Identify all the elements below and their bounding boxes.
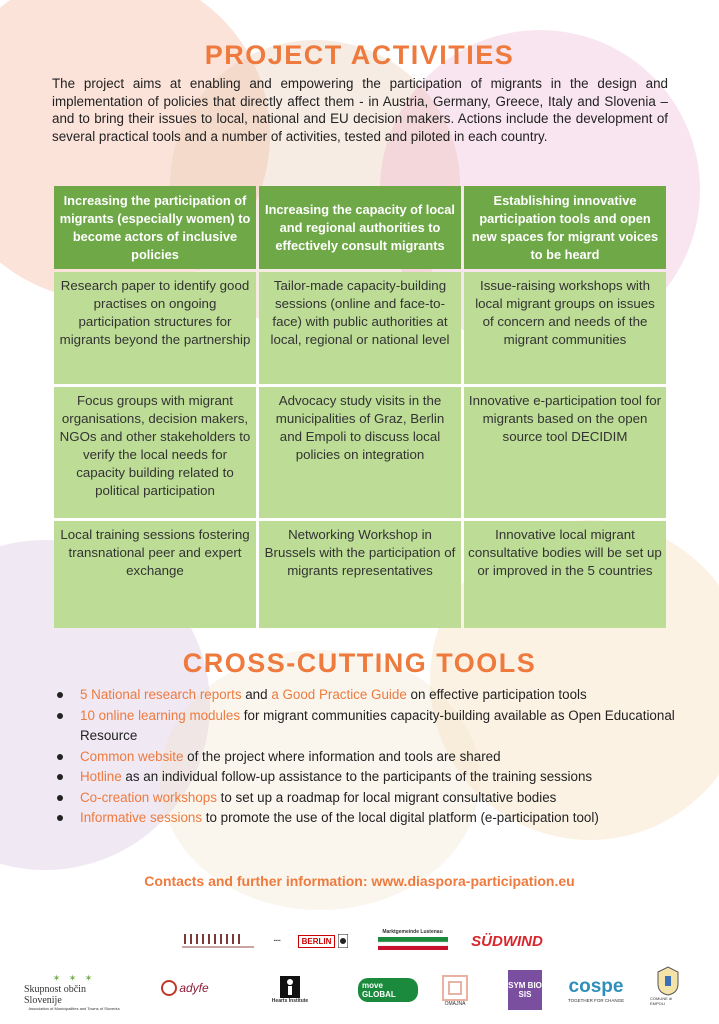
table-cell: Networking Workshop in Brussels with the participation of migrants representatives — [259, 521, 461, 628]
bullet-icon — [57, 815, 63, 821]
item-text: as an individual follow-up assistance to the participants of the training sessions — [121, 769, 593, 784]
highlight-text: 10 online learning modules — [80, 707, 241, 723]
table-cell: Innovative e-participation tool for migrants based on the open source tool DECIDIM — [464, 387, 666, 518]
logo-bars-icon — [182, 931, 254, 949]
list-item — [55, 788, 675, 809]
list-item — [55, 808, 675, 829]
partner-logo-hearts — [250, 970, 330, 1010]
list-item — [55, 706, 675, 747]
move-logo-text: move GLOBAL — [358, 978, 418, 1002]
item-text: of the project where information and tools are shared — [183, 748, 501, 764]
table-cell: Research paper to identify good practises on ongoing participation structures for migrants beyond the partnership — [54, 272, 256, 384]
partner-logo-symbiosis — [508, 970, 542, 1010]
hearts-logo-text: Hearts Institute — [271, 998, 309, 1004]
highlight-text: 5 National research reports — [80, 687, 242, 702]
partner-logo-skupnost — [24, 972, 124, 1012]
highlight-text: Co-creation workshops — [80, 789, 217, 805]
column-header: Increasing the capacity of local and regional authorities to effectively consult migrants — [259, 186, 461, 269]
adyfe-logo-text: adyfe — [179, 981, 209, 995]
table-cell: Innovative local migrant consultative bodies will be set up or improved in the 5 countries — [464, 521, 666, 628]
table-cell: Local training sessions fostering transnational peer and expert exchange — [54, 521, 256, 628]
empoli-logo-text: COMUNE di EMPOLI — [650, 996, 673, 1006]
lustenau-logo-text: Marktgemeinde Lustenau — [382, 929, 443, 935]
bullet-icon — [57, 754, 63, 760]
partner-logo-empoli — [650, 962, 686, 1010]
table-cell: Tailor-made capacity-building sessions (online and face-to-face) with public authorities at local, regional or national level — [259, 272, 461, 384]
hearts-figure-icon — [280, 976, 300, 998]
table-row — [54, 272, 666, 384]
activities-table — [51, 183, 669, 631]
cross-cutting-tools-title: CROSS-CUTTING TOOLS — [182, 648, 537, 678]
symbiosis-logo-text: SYM BIO SIS — [508, 981, 542, 999]
bullet-icon — [57, 713, 63, 719]
table-header-row — [54, 186, 666, 269]
omajna-pattern-icon — [442, 975, 468, 1001]
skupnost-logo-text: Skupnost občin Slovenije — [24, 984, 86, 1006]
cospe-logo-subtext: TOGETHER FOR CHANGE — [567, 997, 625, 1003]
column-header: Establishing innovative participation tools and open new spaces for migrant voices to be heard — [464, 186, 666, 269]
list-item — [55, 747, 675, 768]
stars-icon: ✶ ✶ ✶ — [52, 973, 96, 983]
list-item — [55, 767, 675, 788]
item-text: to promote the use of the local digital platform (e-participation tool) — [202, 810, 599, 825]
item-text: and — [241, 687, 272, 702]
contacts-link[interactable]: Contacts and further information: www.diaspora-participation.eu — [144, 873, 575, 889]
partner-logo-sudwind — [472, 928, 542, 954]
bullet-icon — [57, 774, 63, 780]
column-header: Increasing the participation of migrants (especially women) to become actors of inclusive policies — [54, 186, 256, 269]
cospe-logo-text: cospe — [568, 975, 624, 997]
partner-logo-bars — [182, 931, 254, 949]
table-cell: Issue-raising workshops with local migrant groups on issues of concern and needs of the migrant communities — [464, 272, 666, 384]
item-text: on effective participation tools — [406, 687, 587, 702]
lustenau-flag-icon — [378, 935, 448, 951]
table-row — [54, 387, 666, 518]
item-text: for migrant communities capacity-building available as Open Educational Resource — [80, 707, 675, 743]
table-cell: Focus groups with migrant organisations, decision makers, NGOs and other stakeholders to verify the local needs for capacity building related to political participation — [54, 387, 256, 518]
highlight-text: Common website — [80, 748, 184, 764]
partner-logo-berlin: ▪▪▪▪ BERLIN — [270, 930, 352, 952]
omajna-logo-text: OMAJNA — [444, 1001, 466, 1007]
partner-logo-cospe — [560, 972, 632, 1006]
highlight-text: Hotline — [80, 769, 122, 784]
intro-paragraph: The project aims at enabling and empowering the participation of migrants in the design and implementation of policies that directly affect them - in Austria, Germany, Greece, Italy and Slovenia – and to bring their issues to local, national and EU decision makers. Actions include the development of several practical tools and a number of activities, tested and piloted in each country. — [52, 76, 668, 144]
partner-logo-move-global — [358, 976, 418, 1004]
table-cell: Advocacy study visits in the municipalities of Graz, Berlin and Empoli to discuss local policies on integration — [259, 387, 461, 518]
partner-logo-adyfe — [148, 968, 220, 1008]
berlin-logo-text: BERLIN — [298, 935, 336, 948]
sudwind-logo-text: SÜDWIND — [471, 932, 543, 950]
list-item — [55, 685, 675, 706]
bullet-icon — [57, 795, 63, 801]
table-row — [54, 521, 666, 628]
highlight-text: Informative sessions — [80, 810, 203, 825]
highlight-text: a Good Practice Guide — [271, 687, 407, 702]
project-activities-title: PROJECT ACTIVITIES — [204, 40, 515, 70]
skupnost-logo-subtext: Association of Municipalities and Towns of Slovenia — [28, 1006, 120, 1011]
berlin-bear-icon — [338, 934, 348, 948]
partner-logo-omajna — [440, 970, 470, 1012]
tools-list — [55, 685, 675, 829]
item-text: to set up a roadmap for local migrant consultative bodies — [216, 789, 557, 805]
adyfe-swirl-icon — [159, 978, 179, 998]
empoli-crest-icon — [656, 966, 680, 996]
bullet-icon — [57, 692, 63, 698]
partner-logo-lustenau — [375, 925, 450, 955]
